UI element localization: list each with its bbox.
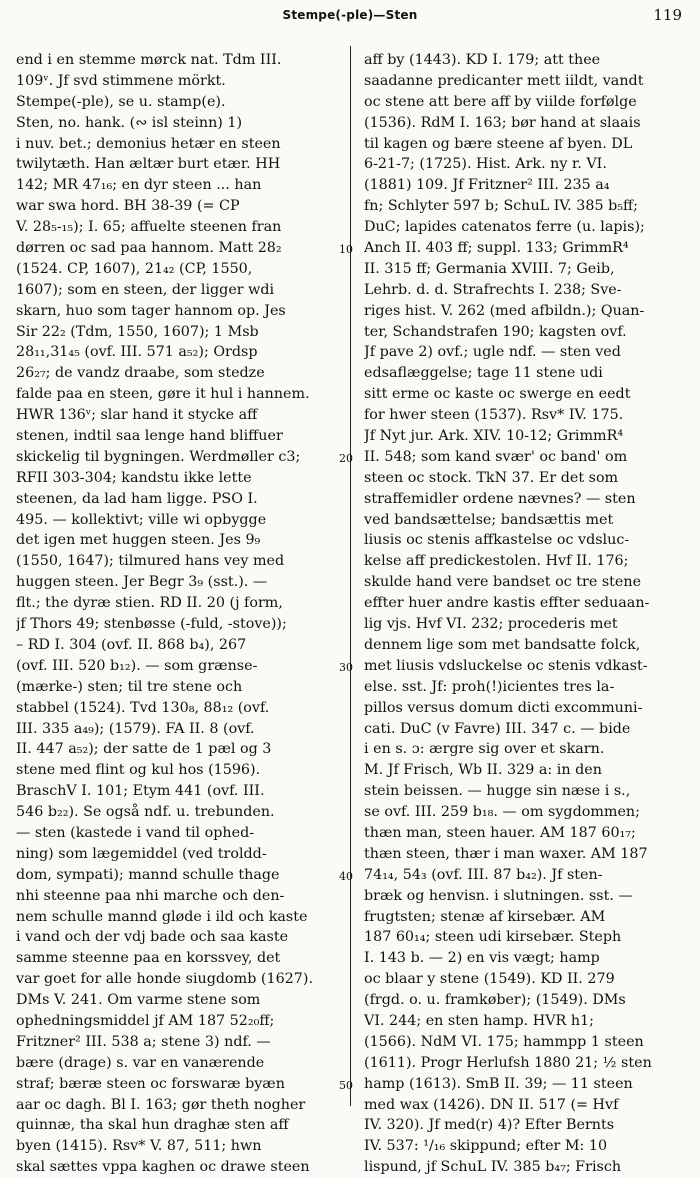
text-line: DMs V. 241. Om varme stene som bbox=[16, 992, 261, 1009]
line-number: 30 bbox=[339, 661, 353, 675]
text-line: end i en stemme mørck nat. Tdm III. bbox=[16, 52, 282, 68]
text-line: IV. 320). Jf med(r) 4)? Efter Bernts bbox=[364, 1117, 615, 1134]
text-line: bære (drage) s. var en vanærende bbox=[16, 1054, 265, 1071]
text-line: 109ᵛ. Jf svd stimmene mörkt. bbox=[16, 72, 226, 89]
text-line: byen (1415). Rsv* V. 87, 511; hwn bbox=[16, 1138, 262, 1155]
right-column bbox=[364, 50, 686, 1178]
text-line: 142; MR 47₁₆; en dyr steen ... han bbox=[16, 177, 262, 194]
text-line: nem schulle mannd gløde i ild och kaste bbox=[16, 908, 308, 925]
text-line: effter huer andre kastis effter seduaan- bbox=[364, 595, 650, 612]
running-head: Stempe(-ple)—Sten bbox=[282, 8, 418, 22]
text-line: (1536). RdM I. 163; bør hand at slaais bbox=[364, 114, 641, 131]
text-line: 546 b₂₂). Se også ndf. u. trebunden. bbox=[16, 804, 275, 821]
text-line: thæn man, steen hauer. AM 187 60₁₇; bbox=[364, 824, 636, 841]
text-line: (1881) 109. Jf Fritzner² III. 235 a₄ bbox=[364, 177, 610, 194]
text-line: (frgd. o. u. framkøber); (1549). DMs bbox=[364, 992, 626, 1009]
text-line: frugtsten; stenæ af kirsebær. AM bbox=[364, 908, 606, 925]
text-line: Anch II. 403 ff; suppl. 133; GrimmR⁴ bbox=[364, 240, 629, 257]
text-line: ved bandsættelse; bandsættis met bbox=[364, 511, 614, 528]
text-line: var goet for alle honde siugdomb (1627). bbox=[16, 971, 313, 988]
text-line: (1611). Progr Herlufsh 1880 21; ½ sten bbox=[364, 1054, 652, 1071]
text-line: (mærke-) sten; til tre stene och bbox=[16, 678, 243, 695]
text-line: quinnæ, tha skal hun draghæ sten aff bbox=[16, 1117, 289, 1134]
text-line: (1550, 1647); tilmured hans vey med bbox=[16, 553, 285, 570]
text-line: liusis oc stenis affkastelse oc vdsluc- bbox=[364, 532, 630, 549]
left-column bbox=[16, 50, 338, 1178]
text-line: lig vjs. Hvf VI. 232; procederis met bbox=[364, 616, 618, 633]
text-line: riges hist. V. 262 (med afbildn.); Quan- bbox=[364, 302, 645, 319]
text-line: (ovf. III. 520 b₁₂). — som grænse- bbox=[16, 657, 258, 674]
text-line: met liusis vdsluckelse oc stenis vdkast- bbox=[364, 657, 648, 674]
text-line: pillos versus domum dicti excommuni- bbox=[364, 699, 643, 716]
page-number: 119 bbox=[653, 6, 682, 24]
text-line: i vand och der vdj bade och saa kaste bbox=[16, 929, 289, 946]
text-line: 1607); som en steen, der ligger wdi bbox=[16, 281, 275, 298]
text-line: jf Thors 49; stenbøsse (-fuld, -stove)); bbox=[16, 616, 287, 633]
text-line: steen oc stock. TkN 37. Er det som bbox=[364, 469, 619, 486]
text-line: RFII 303-304; kandstu ikke lette bbox=[16, 469, 252, 486]
text-line: cati. DuC (v Favre) III. 347 c. — bide bbox=[364, 720, 631, 737]
text-line: stenen, indtil saa lenge hand bliffuer bbox=[16, 428, 283, 445]
text-line: i nuv. bet.; demonius hetær en steen bbox=[16, 135, 281, 152]
line-number: 10 bbox=[339, 243, 353, 257]
text-line: aar oc dagh. Bl I. 163; gør theth nogher bbox=[16, 1096, 306, 1113]
text-line: ophedningsmiddel jf AM 187 52₂₀ff; bbox=[16, 1012, 275, 1029]
text-line: DuC; lapides catenatos ferre (u. lapis); bbox=[364, 219, 645, 236]
text-line: aff by (1443). KD I. 179; att thee bbox=[364, 52, 601, 68]
text-line: III. 335 a₄₉); (1579). FA II. 8 (ovf. bbox=[16, 720, 255, 737]
text-line: oc blaar y stene (1549). KD II. 279 bbox=[364, 971, 615, 988]
text-line: fn; Schlyter 597 b; SchuL IV. 385 b₅ff; bbox=[364, 198, 638, 215]
text-line: lispund, jf SchuL IV. 385 b₄₇; Frisch bbox=[364, 1159, 622, 1176]
text-line: (1524. CP, 1607), 21₄₂ (CP, 1550, bbox=[16, 260, 253, 277]
text-line: II. 447 a₅₂); der satte de 1 pæl og 3 bbox=[16, 741, 272, 758]
column-divider bbox=[350, 46, 351, 1106]
text-line: Stempe(-ple), se u. stamp(e). bbox=[16, 93, 226, 110]
text-line: V. 28₅-₁₅); I. 65; affuelte steenen fran bbox=[16, 219, 282, 236]
text-line: 26₂₇; de vandz draabe, som stedze bbox=[16, 365, 265, 382]
text-line: huggen steen. Jer Begr 3₉ (sst.). — bbox=[16, 574, 268, 591]
text-line: oc stene att bere aff by viilde forfølge bbox=[364, 93, 637, 110]
text-line: Sir 22₂ (Tdm, 1550, 1607); 1 Msb bbox=[16, 323, 259, 340]
text-line: war swa hord. BH 38-39 (= CP bbox=[16, 198, 240, 215]
text-line: i en s. ɔ: ærgre sig over et skarn. bbox=[364, 741, 605, 758]
text-line: stabbel (1524). Tvd 130₈, 88₁₂ (ovf. bbox=[16, 699, 270, 716]
text-line: ter, Schandstrafen 190; kagsten ovf. bbox=[364, 323, 627, 340]
text-line: 6-21-7; (1725). Hist. Ark. ny r. VI. bbox=[364, 156, 607, 173]
text-line: VI. 244; en sten hamp. HVR h1; bbox=[364, 1012, 594, 1029]
text-line: Fritzner² III. 538 a; stene 3) ndf. — bbox=[16, 1033, 271, 1050]
text-line: – RD I. 304 (ovf. II. 868 b₄), 267 bbox=[16, 636, 247, 653]
line-number: 20 bbox=[339, 452, 353, 466]
text-line: I. 143 b. — 2) en vis vægt; hamp bbox=[364, 950, 600, 967]
text-line: 74₁₄, 54₃ (ovf. III. 87 b₄₂). Jf sten- bbox=[364, 866, 603, 883]
text-line: 495. — kollektivt; ville wi opbygge bbox=[16, 511, 267, 528]
text-line: det igen met huggen steen. Jes 9₉ bbox=[16, 532, 261, 549]
text-line: 187 60₁₄; steen udi kirsebær. Steph bbox=[364, 929, 622, 946]
text-line: til kagen og bære steene af byen. DL bbox=[364, 135, 633, 152]
text-line: skal sættes vppa kaghen oc drawe steen bbox=[16, 1159, 310, 1176]
text-line: Jf Nyt jur. Ark. XIV. 10-12; GrimmR⁴ bbox=[364, 428, 624, 445]
text-line: saadanne predicanter mett iildt, vandt bbox=[364, 72, 644, 89]
text-line: else. sst. Jf: proh(!)icientes tres la- bbox=[364, 678, 615, 695]
text-line: hamp (1613). SmB II. 39; — 11 steen bbox=[364, 1075, 633, 1092]
text-line: II. 548; som kand svær' oc band' om bbox=[364, 448, 628, 465]
text-line: — sten (kastede i vand til ophed- bbox=[16, 824, 255, 841]
text-line: HWR 136ᵛ; slar hand it stycke aff bbox=[16, 407, 258, 424]
text-line: med wax (1426). DN II. 517 (= Hvf bbox=[364, 1096, 619, 1113]
text-line: flt.; the dyræ stien. RD II. 20 (j form, bbox=[16, 595, 283, 612]
text-line: samme steenne paa en korssvey, det bbox=[16, 950, 281, 967]
text-line: skulde hand vere bandset oc tre stene bbox=[364, 574, 642, 591]
text-line: bræk og henvisn. i slutningen. sst. — bbox=[364, 887, 633, 904]
text-line: 28₁₁,31₄₅ (ovf. III. 571 a₅₂); Ordsp bbox=[16, 344, 258, 361]
text-line: stene med flint og kul hos (1596). bbox=[16, 762, 261, 779]
text-line: stein beissen. — hugge sin næse i s., bbox=[364, 783, 631, 800]
text-line: nhi steenne paa nhi marche och den- bbox=[16, 887, 285, 904]
text-line: se ovf. III. 259 b₁₈. — om sygdommen; bbox=[364, 804, 640, 821]
text-line: thæn steen, thær i man waxer. AM 187 bbox=[364, 845, 648, 862]
text-line: twilytæth. Han æltær burt etær. HH bbox=[16, 156, 281, 173]
text-line: falde paa en steen, gøre it hul i hannem. bbox=[16, 386, 310, 403]
text-line: steenen, da lad ham ligge. PSO I. bbox=[16, 490, 258, 507]
text-line: BraschV I. 101; Etym 441 (ovf. III. bbox=[16, 783, 265, 800]
line-number: 40 bbox=[339, 870, 353, 884]
text-line: skarn, huo som tager hannom op. Jes bbox=[16, 302, 286, 319]
text-line: IV. 537: ¹/₁₆ skippund; efter M: 10 bbox=[364, 1138, 608, 1155]
text-line: Jf pave 2) ovf.; ugle ndf. — sten ved bbox=[364, 344, 621, 361]
text-line: Lehrb. d. d. Strafrechts I. 238; Sve- bbox=[364, 281, 622, 298]
text-line: M. Jf Frisch, Wb II. 329 a: in den bbox=[364, 762, 602, 779]
text-line: straf; bæræ steen oc forswaræ byæn bbox=[16, 1075, 285, 1092]
text-line: sitt erme oc kaste oc swerge en eedt bbox=[364, 386, 631, 403]
text-line: (1566). NdM VI. 175; hammpp 1 steen bbox=[364, 1033, 644, 1050]
text-line: for hwer steen (1537). Rsv* IV. 175. bbox=[364, 407, 624, 424]
page-header bbox=[0, 6, 700, 30]
text-line: ning) som lægemiddel (ved troldd- bbox=[16, 845, 267, 862]
text-line: Sten, no. hank. (∾ isl steinn) 1) bbox=[16, 114, 243, 131]
text-line: skickelig til bygningen. Werdmøller c3; bbox=[16, 448, 301, 465]
text-line: kelse aff predickestolen. Hvf II. 176; bbox=[364, 553, 629, 570]
text-line: dennem lige som met bandsatte folck, bbox=[364, 636, 641, 653]
text-line: dom, sympati); mannd schulle thage bbox=[16, 866, 280, 883]
line-number: 50 bbox=[339, 1079, 353, 1093]
text-line: II. 315 ff; Germania XVIII. 7; Geib, bbox=[364, 260, 615, 277]
text-line: straffemidler ordene nævnes? — sten bbox=[364, 490, 636, 507]
text-line: dørren oc sad paa hannom. Matt 28₂ bbox=[16, 240, 282, 257]
text-line: edsaflæggelse; tage 11 stene udi bbox=[364, 365, 603, 382]
